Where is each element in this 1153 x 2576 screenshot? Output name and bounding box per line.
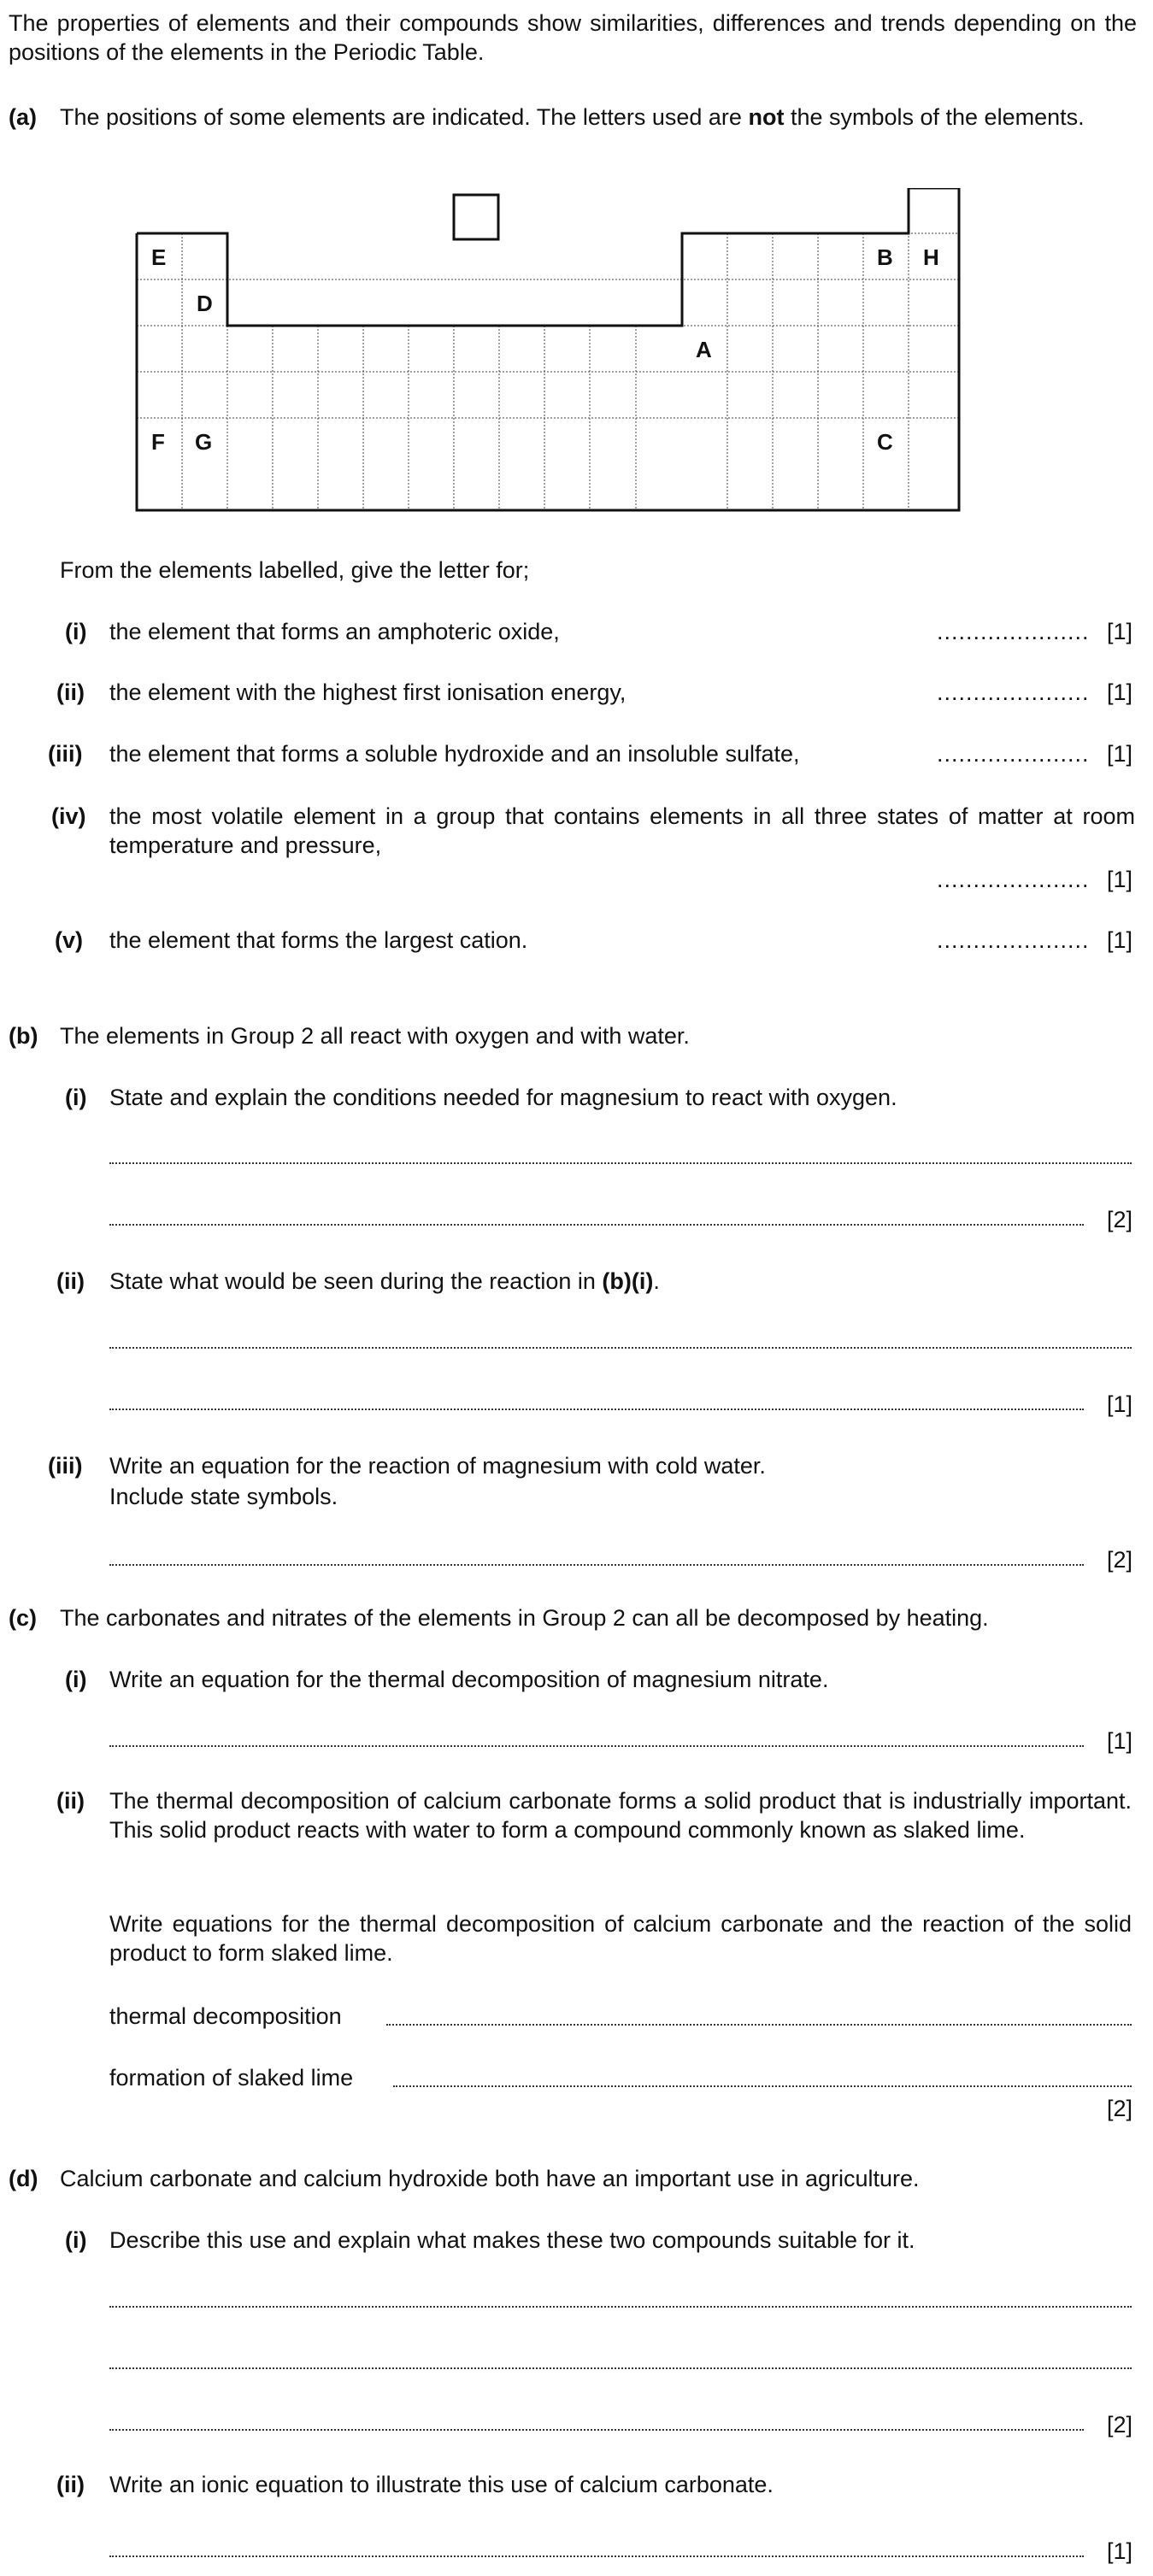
part-d-stem: Calcium carbonate and calcium hydroxide both have an important use in agriculture.	[60, 2166, 920, 2191]
c-i-label: (i)	[65, 1667, 87, 1692]
b-iii-line2: Include state symbols.	[109, 1484, 338, 1509]
d-i-answer-line-3[interactable]	[109, 2429, 1084, 2431]
d-ii-answer-line[interactable]	[109, 2555, 1084, 2557]
a-ii-mark: [1]	[1106, 679, 1132, 705]
a-iv-answer-line[interactable]: .....................	[937, 867, 1090, 892]
b-i-answer-line-1[interactable]	[109, 1162, 1132, 1164]
a-ii-answer-line[interactable]: .....................	[937, 679, 1090, 705]
a-i-label: (i)	[65, 619, 87, 644]
a-i-answer-line[interactable]: .....................	[937, 619, 1090, 644]
c-ii-mark: [2]	[1106, 2096, 1132, 2121]
b-i-label: (i)	[65, 1085, 87, 1110]
b-ii-mark: [1]	[1106, 1391, 1132, 1417]
b-ii-answer-line-2[interactable]	[109, 1409, 1084, 1410]
element-letter-h: H	[923, 244, 939, 270]
a-iii-text: the element that forms a soluble hydroxide and an insoluble sulfate,	[109, 741, 800, 767]
element-letter-f: F	[151, 429, 165, 455]
a-iv-text: the most volatile element in a group that contains elements in all three states of matter at room temperature and pressure,	[109, 803, 1135, 858]
part-b-label: (b)	[9, 1023, 38, 1049]
b-iii-mark: [2]	[1106, 1547, 1132, 1573]
b-ii-text	[109, 1267, 660, 1296]
a-iii-label: (iii)	[48, 741, 83, 767]
part-a-stem-bold: not	[748, 104, 785, 130]
intro-text: The properties of elements and their compounds show similarities, differences and trends depending on the positions of the elements in the Periodic Table.	[9, 10, 1137, 65]
c-i-mark: [1]	[1106, 1728, 1132, 1754]
a-iv-mark: [1]	[1106, 867, 1132, 892]
d-ii-text: Write an ionic equation to illustrate this use of calcium carbonate.	[109, 2472, 774, 2497]
part-a-stem-pre: The positions of some elements are indicated. The letters used are	[60, 104, 749, 130]
c-ii-label: (ii)	[56, 1788, 85, 1814]
a-iii-mark: [1]	[1106, 741, 1132, 767]
element-letter-e: E	[151, 244, 167, 270]
c-ii-text1: The thermal decomposition of calcium carbonate forms a solid product that is industrially important. This solid product reacts with water to form a compound commonly known as slaked lime.	[109, 1788, 1132, 1843]
c-i-answer-line[interactable]	[109, 1745, 1084, 1747]
a-v-label: (v)	[55, 927, 83, 953]
part-d-label: (d)	[9, 2166, 38, 2191]
b-iii-label: (iii)	[48, 1453, 83, 1479]
part-a-stem	[60, 103, 1137, 132]
a-v-answer-line[interactable]: .....................	[937, 927, 1090, 953]
b-iii-line1: Write an equation for the reaction of magnesium with cold water.	[109, 1453, 766, 1479]
d-ii-label: (ii)	[56, 2472, 85, 2497]
part-a-label: (a)	[9, 104, 37, 130]
b-i-mark: [2]	[1106, 1207, 1132, 1232]
c-ii-field1-answer-line[interactable]	[386, 2024, 1132, 2026]
c-ii-field2-label: formation of slaked lime	[109, 2065, 354, 2091]
periodic-table-diagram	[128, 188, 974, 521]
a-v-mark: [1]	[1106, 927, 1132, 953]
d-ii-mark: [1]	[1106, 2538, 1132, 2564]
part-c-stem: The carbonates and nitrates of the elements in Group 2 can all be decomposed by heating.	[60, 1605, 989, 1631]
b-ii-text-pre: State what would be seen during the reaction in	[109, 1268, 603, 1294]
c-i-text: Write an equation for the thermal decomposition of magnesium nitrate.	[109, 1667, 829, 1692]
a-v-text: the element that forms the largest cation.	[109, 927, 528, 953]
d-i-answer-line-1[interactable]	[109, 2306, 1132, 2308]
b-ii-text-post: .	[653, 1268, 660, 1294]
a-i-mark: [1]	[1106, 619, 1132, 644]
part-a-instruction: From the elements labelled, give the letter for;	[60, 557, 530, 583]
b-ii-label: (ii)	[56, 1268, 85, 1294]
a-ii-label: (ii)	[56, 679, 85, 705]
a-ii-text: the element with the highest first ionisation energy,	[109, 679, 627, 705]
element-letter-d: D	[197, 291, 213, 316]
element-letter-b: B	[877, 244, 893, 270]
d-i-label: (i)	[65, 2227, 87, 2253]
c-ii-field2-answer-line[interactable]	[393, 2085, 1132, 2087]
b-iii-answer-line[interactable]	[109, 1564, 1084, 1566]
d-i-answer-line-2[interactable]	[109, 2367, 1132, 2369]
c-ii-text2: Write equations for the thermal decomposition of calcium carbonate and the reaction of the solid product to form slaked lime.	[109, 1911, 1132, 1966]
element-letter-g: G	[195, 429, 213, 455]
part-c-label: (c)	[9, 1605, 37, 1631]
a-iii-answer-line[interactable]: .....................	[937, 741, 1090, 767]
b-i-text: State and explain the conditions needed for magnesium to react with oxygen.	[109, 1085, 897, 1110]
d-i-mark: [2]	[1106, 2412, 1132, 2438]
element-letter-a: A	[696, 337, 712, 362]
b-ii-answer-line-1[interactable]	[109, 1347, 1132, 1349]
part-a-stem-post: the symbols of the elements.	[784, 104, 1085, 130]
b-i-answer-line-2[interactable]	[109, 1224, 1084, 1226]
c-ii-field1-label: thermal decomposition	[109, 2003, 342, 2029]
part-b-stem: The elements in Group 2 all react with oxygen and with water.	[60, 1023, 690, 1049]
a-i-text: the element that forms an amphoteric oxide,	[109, 619, 560, 644]
element-letter-c: C	[877, 429, 893, 455]
a-iv-label: (iv)	[51, 803, 86, 829]
b-ii-text-bold: (b)(i)	[602, 1268, 654, 1294]
d-i-text: Describe this use and explain what makes these two compounds suitable for it.	[109, 2227, 915, 2253]
